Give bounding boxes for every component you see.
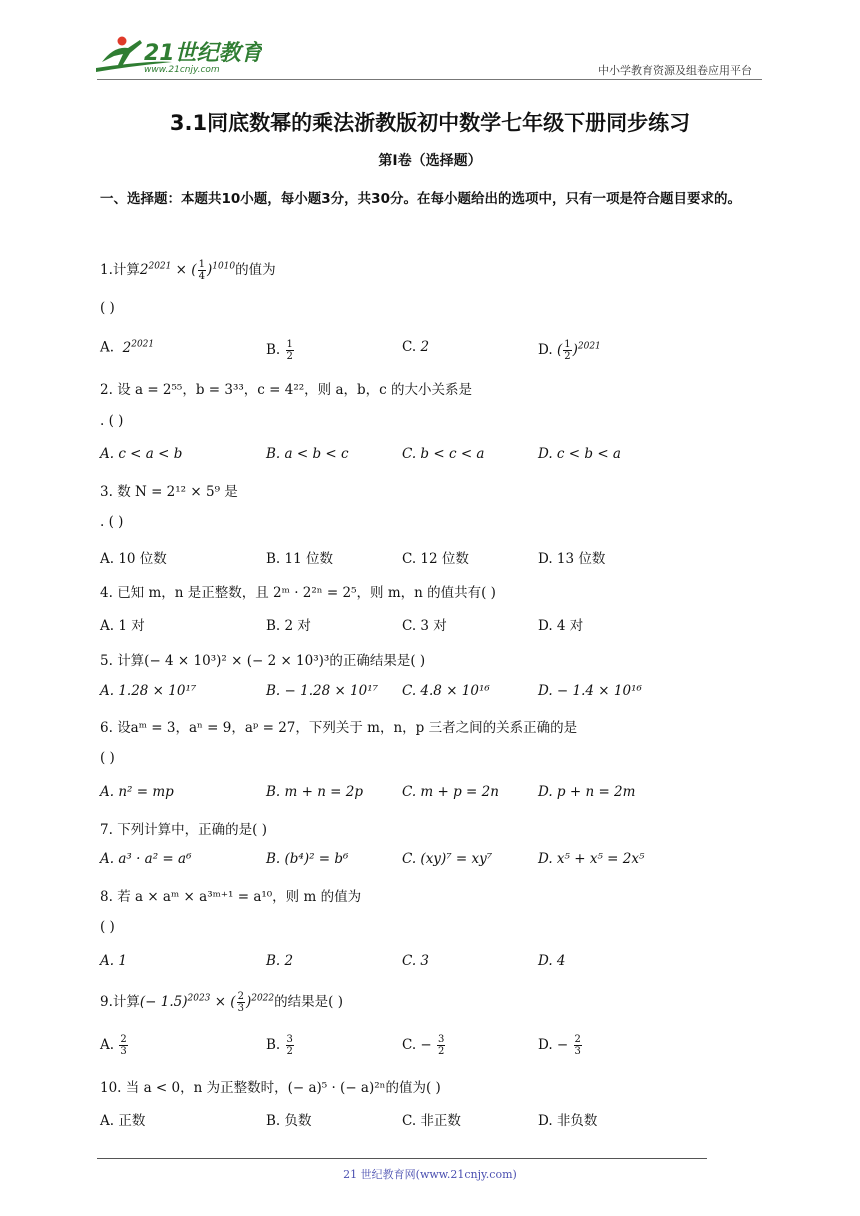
q3-option-a: A. 10 位数 [100, 551, 167, 567]
q8-option-a: A. 1 [100, 953, 127, 969]
platform-name: 中小学教育资源及组卷应用平台 [598, 64, 752, 77]
question-10: 10. 当 a < 0，n 为正整数时，(− a)⁵ · (− a)²ⁿ的值为( ) [100, 1080, 441, 1096]
q6-option-d: D. p + n = 2m [538, 784, 636, 800]
q7-option-b: B. (b⁴)² = b⁶ [266, 851, 349, 867]
page-subtitle: 第I卷（选择题） [378, 153, 482, 169]
q4-option-b: B. 2 对 [266, 618, 311, 634]
section-heading: 一、选择题：本题共10小题，每小题3分，共30分。在每小题给出的选项中，只有一项是符合题目要求的。 [100, 191, 741, 207]
q10-option-d: D. 非负数 [538, 1113, 598, 1129]
q1-option-d: D. ( $\frac{1}{2}$ )$^{2021}$ [538, 339, 601, 362]
q8-option-b: B. 2 [266, 953, 294, 969]
logo-text: 21世纪教育 [144, 41, 262, 66]
q10-option-c: C. 非正数 [402, 1113, 461, 1129]
q9-option-d: D. − $\frac{2}{3}$ [538, 1034, 581, 1057]
q10-option-a: A. 正数 [100, 1113, 146, 1129]
question-1-paren: ( ) [100, 300, 115, 316]
question-1: 1.计算$2^{2021}$ × ( $\frac{1}{4}$ )$^{1010}$的值为 [100, 259, 276, 282]
question-5: 5. 计算(− 4 × 10³)² × (− 2 × 10³)³的正确结果是( ) [100, 653, 426, 669]
q2-option-c: C. b < c < a [402, 446, 485, 462]
q9-option-a: A. $\frac{2}{3}$ [100, 1034, 127, 1057]
q3-option-d: D. 13 位数 [538, 551, 606, 567]
footer-text[interactable]: 21 世纪教育网(www.21cnjy.com) [343, 1168, 517, 1181]
q2-option-b: B. a < b < c [266, 446, 349, 462]
logo-url: www.21cnjy.com [144, 65, 220, 75]
question-6: 6. 设aᵐ = 3，aⁿ = 9，aᵖ = 27，下列关于 m，n，p 三者之间的关系正确的是 [100, 720, 578, 736]
question-2: 2. 设 a = 2⁵⁵，b = 3³³，c = 4²²，则 a，b，c 的大小关系是 [100, 382, 472, 398]
q7-option-a: A. a³ · a² = a⁶ [100, 851, 192, 867]
q9-option-b: B. $\frac{3}{2}$ [266, 1034, 293, 1057]
q6-option-c: C. m + p = 2n [402, 784, 499, 800]
q3-option-b: B. 11 位数 [266, 551, 333, 567]
question-3: 3. 数 N = 2¹² × 5⁹ 是 [100, 484, 238, 500]
q5-option-c: C. 4.8 × 10¹⁶ [402, 683, 490, 699]
q4-option-a: A. 1 对 [100, 618, 145, 634]
question-8-paren: ( ) [100, 919, 115, 935]
q8-option-d: D. 4 [538, 953, 566, 969]
q6-option-b: B. m + n = 2p [266, 784, 364, 800]
q1-option-c: C. 2 [402, 339, 430, 355]
question-9: 9.计算(− 1.5)$^{2023}$ × ( $\frac{2}{3}$ )$^{2022}$的结果是( ) [100, 991, 343, 1014]
q5-option-d: D. − 1.4 × 10¹⁶ [538, 683, 642, 699]
q4-option-d: D. 4 对 [538, 618, 584, 634]
q8-option-c: C. 3 [402, 953, 430, 969]
site-logo [92, 32, 262, 76]
question-7: 7. 下列计算中，正确的是( ) [100, 822, 268, 838]
q5-option-b: B. − 1.28 × 10¹⁷ [266, 683, 379, 699]
question-3-paren: . ( ) [100, 514, 124, 530]
q2-option-d: D. c < b < a [538, 446, 621, 462]
q5-option-a: A. 1.28 × 10¹⁷ [100, 683, 197, 699]
q6-option-a: A. n² = mp [100, 784, 174, 800]
q7-option-c: C. (xy)⁷ = xy⁷ [402, 851, 493, 867]
q10-option-b: B. 负数 [266, 1113, 312, 1129]
question-4: 4. 已知 m，n 是正整数，且 2ᵐ · 2²ⁿ = 2⁵，则 m，n 的值共有( ) [100, 585, 496, 601]
q4-option-c: C. 3 对 [402, 618, 447, 634]
q1-option-b: B. $\frac{1}{2}$ [266, 339, 293, 362]
footer-divider [97, 1158, 707, 1159]
q3-option-c: C. 12 位数 [402, 551, 469, 567]
header-divider [97, 79, 762, 80]
question-6-paren: ( ) [100, 750, 115, 766]
page-title: 3.1同底数幂的乘法浙教版初中数学七年级下册同步练习 [169, 111, 691, 135]
question-2-paren: . ( ) [100, 413, 124, 429]
q7-option-d: D. x⁵ + x⁵ = 2x⁵ [538, 851, 645, 867]
question-8: 8. 若 a × aᵐ × a³ᵐ⁺¹ = a¹⁰，则 m 的值为 [100, 889, 362, 905]
q2-option-a: A. c < a < b [100, 446, 183, 462]
q1-option-a: A. $2^{2021}$ [100, 339, 155, 356]
q9-option-c: C. − $\frac{3}{2}$ [402, 1034, 445, 1057]
